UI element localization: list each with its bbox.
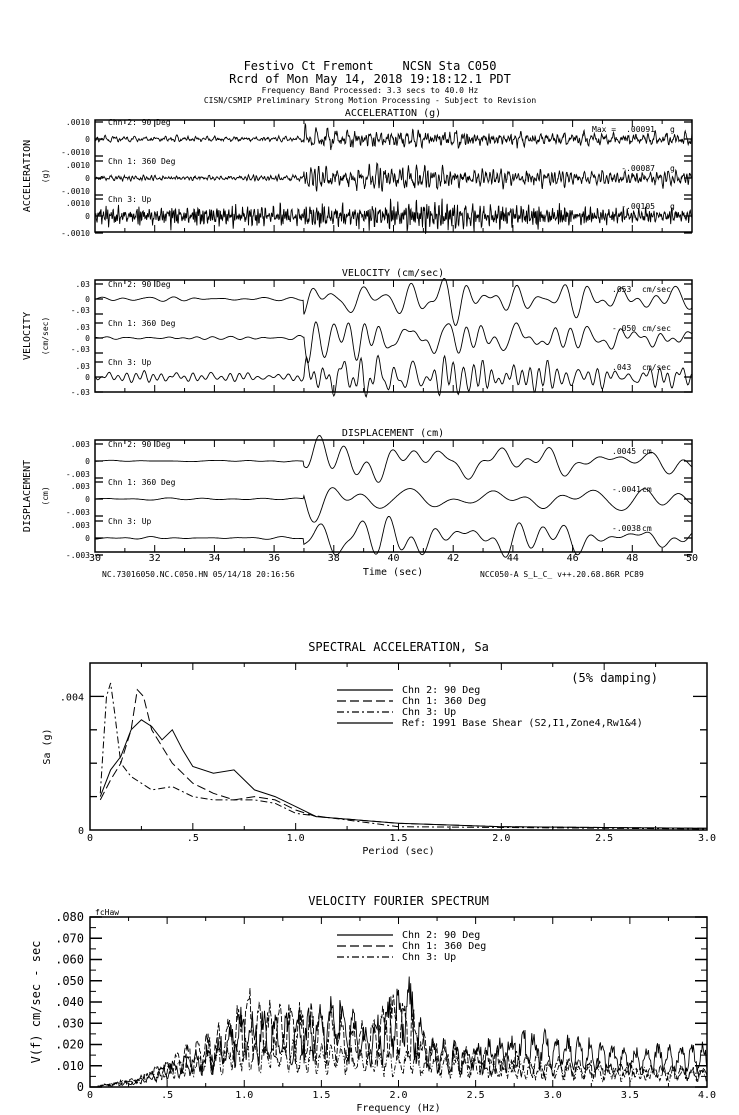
x-tick-label: 0 <box>86 833 94 844</box>
y-tick-label: 0 <box>85 534 90 543</box>
waveform-displacement-chn2 <box>95 488 692 523</box>
peak-value: -.00105 <box>621 202 655 211</box>
peak-value: .00091 <box>626 125 655 134</box>
y-tick-label: -.003 <box>65 551 90 560</box>
header-station: Festivo Ct Fremont NCSN Sta C050 <box>243 59 497 73</box>
peak-unit: cm <box>642 524 652 533</box>
legend-entry: Chn 3: Up <box>402 707 457 718</box>
time-tick-label: 48 <box>626 553 639 564</box>
fourier-y-label: V(f) cm/sec - sec <box>29 940 43 1064</box>
legend-entry: Chn 2: 90 Deg <box>402 685 481 696</box>
legend-entry: Chn 2: 90 Deg <box>402 930 481 941</box>
acceleration-y-unit: (g) <box>41 168 50 184</box>
channel-label: Chn 1: 360 Deg <box>108 478 176 487</box>
y-tick-label: .050 <box>55 973 84 988</box>
time-tick-label: 32 <box>148 553 161 564</box>
y-tick-label: .003 <box>70 440 90 449</box>
displacement-title: DISPLACEMENT (cm) <box>341 428 445 439</box>
sa-curve-solid <box>100 720 707 829</box>
velocity-y-unit: (cm/sec) <box>41 316 50 356</box>
corner-label: fcHaw <box>95 908 120 917</box>
x-tick-label: .5 <box>186 833 199 844</box>
header-frequency-band: Frequency Band Processed: 3.3 secs to 40.0 Hz <box>261 86 479 95</box>
y-tick-label: .003 <box>70 482 90 491</box>
acceleration-y-label: ACCELERATION <box>22 139 33 213</box>
channel-label: Chn 2: 90 Deg <box>108 118 171 127</box>
velocity-panel <box>22 268 692 397</box>
damping-note: (5% damping) <box>571 671 658 685</box>
y-tick-label: -.0010 <box>61 148 90 157</box>
y-tick-label: -.03 <box>70 345 90 354</box>
waveform-velocity-chn2 <box>95 322 692 363</box>
y-tick-label: 0 <box>85 212 90 221</box>
header-processing-note: CISN/CSMIP Preliminary Strong Motion Processing - Subject to Revision <box>203 96 537 105</box>
y-tick-label: 0 <box>85 495 90 504</box>
x-tick-label: 1.5 <box>312 1090 331 1101</box>
sa-y-label: Sa (g) <box>42 728 53 765</box>
y-tick-label: -.03 <box>70 306 90 315</box>
y-tick-label: .080 <box>55 910 84 924</box>
peak-value: -.0038 <box>612 524 641 533</box>
max-prefix: Max = <box>592 125 617 134</box>
x-tick-label: 3.0 <box>543 1090 562 1101</box>
time-tick-label: 44 <box>506 553 519 564</box>
y-tick-label: -.03 <box>70 388 90 397</box>
time-axis-label: Time (sec) <box>362 567 424 578</box>
x-tick-label: 2.5 <box>595 833 614 844</box>
x-tick-label: 2.0 <box>389 1090 408 1101</box>
time-tick-label: 34 <box>208 553 221 564</box>
y-tick-label: 0 <box>77 826 84 837</box>
displacement-y-label: DISPLACEMENT <box>22 459 33 533</box>
header-record-time: Rcrd of Mon May 14, 2018 19:18:12.1 PDT <box>229 72 511 86</box>
fourier-curve-solid <box>98 977 707 1087</box>
plots <box>22 108 716 1114</box>
y-tick-label: .03 <box>75 362 90 371</box>
peak-value: .0045 <box>612 447 637 456</box>
legend-entry: Chn 1: 360 Deg <box>402 696 487 707</box>
footer-record-id: NC.73016050.NC.C050.HN 05/14/18 20:16:56 <box>102 570 295 579</box>
y-tick-label: -.0010 <box>61 187 90 196</box>
y-tick-label: 0 <box>85 174 90 183</box>
fourier-curve-dashdot <box>98 1037 707 1086</box>
peak-value: .043 <box>612 363 632 372</box>
y-tick-label: .0010 <box>65 118 90 127</box>
time-tick-label: 30 <box>88 553 102 564</box>
channel-label: Chn 2: 90 Deg <box>108 280 171 289</box>
channel-label: Chn 3: Up <box>108 517 152 526</box>
y-tick-label: 0 <box>85 135 90 144</box>
y-tick-label: .003 <box>70 521 90 530</box>
velocity-fourier-chart <box>29 894 716 1114</box>
y-tick-label: .020 <box>55 1037 84 1052</box>
peak-unit: cm/sec <box>642 363 671 372</box>
x-tick-label: 3.5 <box>620 1090 639 1101</box>
y-tick-label: .030 <box>55 1016 84 1031</box>
y-tick-label: 0 <box>85 334 90 343</box>
x-tick-label: 1.0 <box>286 833 305 844</box>
x-tick-label: 3.0 <box>697 833 717 844</box>
y-tick-label: .0010 <box>65 199 90 208</box>
y-tick-label: 0 <box>85 457 90 466</box>
x-tick-label: 2.0 <box>492 833 511 844</box>
time-tick-label: 50 <box>685 553 699 564</box>
velocity-fourier-chart-title: VELOCITY FOURIER SPECTRUM <box>308 894 489 908</box>
y-tick-label: .060 <box>55 952 84 967</box>
y-tick-label: 0 <box>76 1080 84 1094</box>
channel-label: Chn 1: 360 Deg <box>108 157 176 166</box>
peak-unit: cm <box>642 447 652 456</box>
peak-unit: g <box>670 125 675 134</box>
peak-unit: g <box>670 164 675 173</box>
peak-value: -.050 <box>612 324 637 333</box>
channel-label: Chn 2: 90 Deg <box>108 440 171 449</box>
y-tick-label: -.0010 <box>61 229 90 238</box>
spectral-acceleration-chart <box>42 640 716 857</box>
peak-value: -.00087 <box>621 164 655 173</box>
velocity-y-label: VELOCITY <box>22 311 33 361</box>
legend-entry: Ref: 1991 Base Shear (S2,I1,Zone4,Rw1&4) <box>402 718 643 729</box>
x-tick-label: .5 <box>161 1090 174 1101</box>
time-tick-label: 46 <box>566 553 579 564</box>
plot-frame <box>90 917 707 1087</box>
time-tick-label: 38 <box>327 553 340 564</box>
legend-entry: Chn 3: Up <box>402 952 457 963</box>
y-tick-label: .004 <box>59 692 84 704</box>
spectral-acceleration-chart-title: SPECTRAL ACCELERATION, Sa <box>308 640 489 654</box>
time-tick-label: 40 <box>387 553 400 564</box>
y-tick-label: 0 <box>85 373 90 382</box>
peak-value: .053 <box>612 285 632 294</box>
displacement-panel <box>22 428 692 560</box>
acceleration-title: ACCELERATION (g) <box>344 108 442 119</box>
peak-unit: g <box>670 202 675 211</box>
peak-unit: cm/sec <box>642 285 671 294</box>
velocity-fourier-chart-x-label: Frequency (Hz) <box>356 1103 441 1114</box>
channel-label: Chn 3: Up <box>108 195 152 204</box>
velocity-title: VELOCITY (cm/sec) <box>341 268 445 279</box>
y-tick-label: .03 <box>75 323 90 332</box>
peak-value: -.0041 <box>612 485 641 494</box>
y-tick-label: .070 <box>55 931 84 946</box>
x-tick-label: 1.0 <box>235 1090 254 1101</box>
y-tick-label: -.003 <box>65 508 90 517</box>
y-tick-label: .03 <box>75 280 90 289</box>
acceleration-panel <box>22 108 692 238</box>
time-tick-label: 36 <box>268 553 281 564</box>
spectral-acceleration-chart-x-label: Period (sec) <box>362 846 435 857</box>
y-tick-label: .040 <box>55 995 84 1009</box>
x-tick-label: 0 <box>86 1090 94 1101</box>
plot-frame <box>95 280 692 392</box>
x-tick-label: 1.5 <box>389 833 408 844</box>
waveform-acceleration-chn2 <box>95 163 692 191</box>
legend-entry: Chn 1: 360 Deg <box>402 941 487 952</box>
x-tick-label: 2.5 <box>466 1090 485 1101</box>
y-tick-label: .010 <box>55 1058 84 1073</box>
footer-version: NCC050-A S_L_C_ v++.20.68.86R PC89 <box>480 570 644 579</box>
y-tick-label: -.003 <box>65 470 90 479</box>
peak-unit: cm/sec <box>642 324 671 333</box>
y-tick-label: 0 <box>85 295 90 304</box>
channel-label: Chn 1: 360 Deg <box>108 319 176 328</box>
y-tick-label: .0010 <box>65 161 90 170</box>
plot-frame <box>90 663 707 830</box>
x-tick-label: 4.0 <box>697 1090 717 1101</box>
peak-unit: cm <box>642 485 652 494</box>
displacement-y-unit: (cm) <box>41 486 50 506</box>
channel-label: Chn 3: Up <box>108 358 152 367</box>
time-tick-label: 42 <box>447 553 460 564</box>
